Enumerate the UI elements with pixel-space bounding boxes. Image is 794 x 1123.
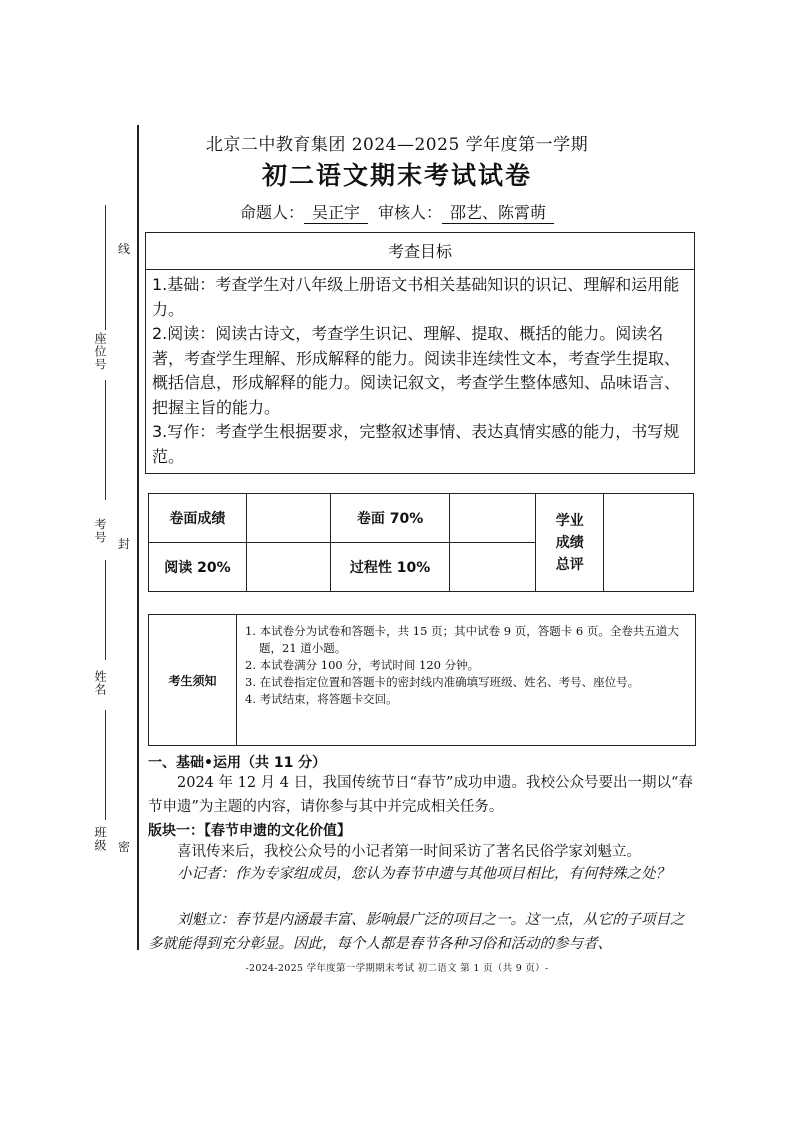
reading-20-cell[interactable]: [246, 543, 330, 592]
goals-body: [146, 270, 694, 473]
paper-70-cell[interactable]: [450, 494, 536, 543]
score-table: [148, 493, 694, 592]
goals-heading: 考查目标: [146, 233, 694, 270]
academic-total-label: 学业 成绩 总评: [536, 494, 604, 592]
process-10-cell[interactable]: [450, 543, 536, 592]
binding-seal-mark: 封: [118, 537, 131, 551]
module-heading: 版块一：【春节申遗的文化价值】: [148, 823, 351, 839]
paper-70-label: 卷面 70%: [330, 494, 450, 543]
section-intro: 2024 年 12 月 4 日，我国传统节日“春节”成功申遗。我校公众号要出一期以“春节申遗”为主题的内容，请你参与其中并完成相关任务。: [148, 775, 693, 815]
notice-item: 3. 在试卷指定位置和答题卡的密封线内准确填写班级、姓名、考号、座位号。: [245, 675, 640, 689]
interview-paragraph: 喜讯传来后，我校公众号的小记者第一时间采访了著名民俗学家刘魁立。: [177, 844, 641, 860]
academic-total-cell[interactable]: [604, 494, 694, 592]
interview-question: 小记者：作为专家组成员，您认为春节申遗与其他项目相比，有何特殊之处？: [177, 866, 670, 882]
goal-item-writing: 3.写作：考查学生根据要求，完整叙述事情、表达真情实感的能力，书写规范。: [152, 422, 680, 466]
notice-item: 2. 本试卷满分 100 分，考试时间 120 分钟。: [245, 658, 480, 672]
class-rule: [105, 710, 106, 820]
reading-20-label: 阅读 20%: [149, 543, 247, 592]
authors-line: [240, 200, 564, 224]
process-10-label: 过程性 10%: [330, 543, 450, 592]
class-label: 班级: [93, 826, 107, 852]
goals-box: [145, 232, 695, 474]
seat-label: 座位号: [93, 332, 107, 371]
seat-rule: [105, 205, 106, 330]
binding-sealed-mark: 密: [118, 840, 131, 854]
exam-no-rule: [105, 380, 106, 500]
author-label: 命题人：: [240, 203, 305, 222]
name-label: 姓名: [93, 670, 107, 696]
notice-label: 考生须知: [149, 615, 237, 745]
notice-body: [237, 615, 695, 745]
goal-item-reading: 2.阅读：阅读古诗文，考查学生识记、理解、提取、概括的能力。阅读名著，考查学生理解、形成解释的能力。阅读非连续性文本，考查学生提取、概括信息，形成解释的能力。阅读记叙文，考查学生整体感知、品味语言、把握主旨的能力。: [152, 324, 681, 417]
binding-line-mark: 线: [118, 242, 131, 256]
school-line: 北京二中教育集团 2024—2025 学年度第一学期: [205, 135, 589, 155]
reviewer-names: 邵艺、陈霄萌: [442, 200, 554, 224]
interview-answer: 刘魁立：春节是内涵最丰富、影响最广泛的项目之一。这一点，从它的子项目之多就能得到充分彰显。因此，每个人都是春节各种习俗和活动的参与者、: [148, 912, 685, 952]
reviewer-label: 审核人：: [378, 203, 443, 222]
exam-no-label: 考号: [93, 518, 107, 544]
notice-box: [148, 614, 696, 746]
notice-item: 4. 考试结束，将答题卡交回。: [245, 692, 398, 706]
binding-line: [137, 125, 139, 950]
author-name: 吴正宇: [304, 200, 368, 224]
goal-item-basics: 1.基础：考查学生对八年级上册语文书相关基础知识的识记、理解和运用能力。: [152, 275, 680, 319]
notice-item: 1. 本试卷分为试卷和答题卡，共 15 页；其中试卷 9 页，答题卡 6 页。全卷共五道大题，21 道小题。: [245, 624, 679, 655]
section-heading: 一、基础•运用（共 11 分）: [148, 755, 327, 771]
exam-title: 初二语文期末考试试卷: [261, 161, 532, 190]
paper-score-label: 卷面成绩: [149, 494, 247, 543]
page-footer: -2024-2025 学年度第一学期期末考试 初二语文 第 1 页（共 9 页）-: [245, 963, 549, 974]
name-rule: [105, 560, 106, 660]
paper-score-cell[interactable]: [246, 494, 330, 543]
